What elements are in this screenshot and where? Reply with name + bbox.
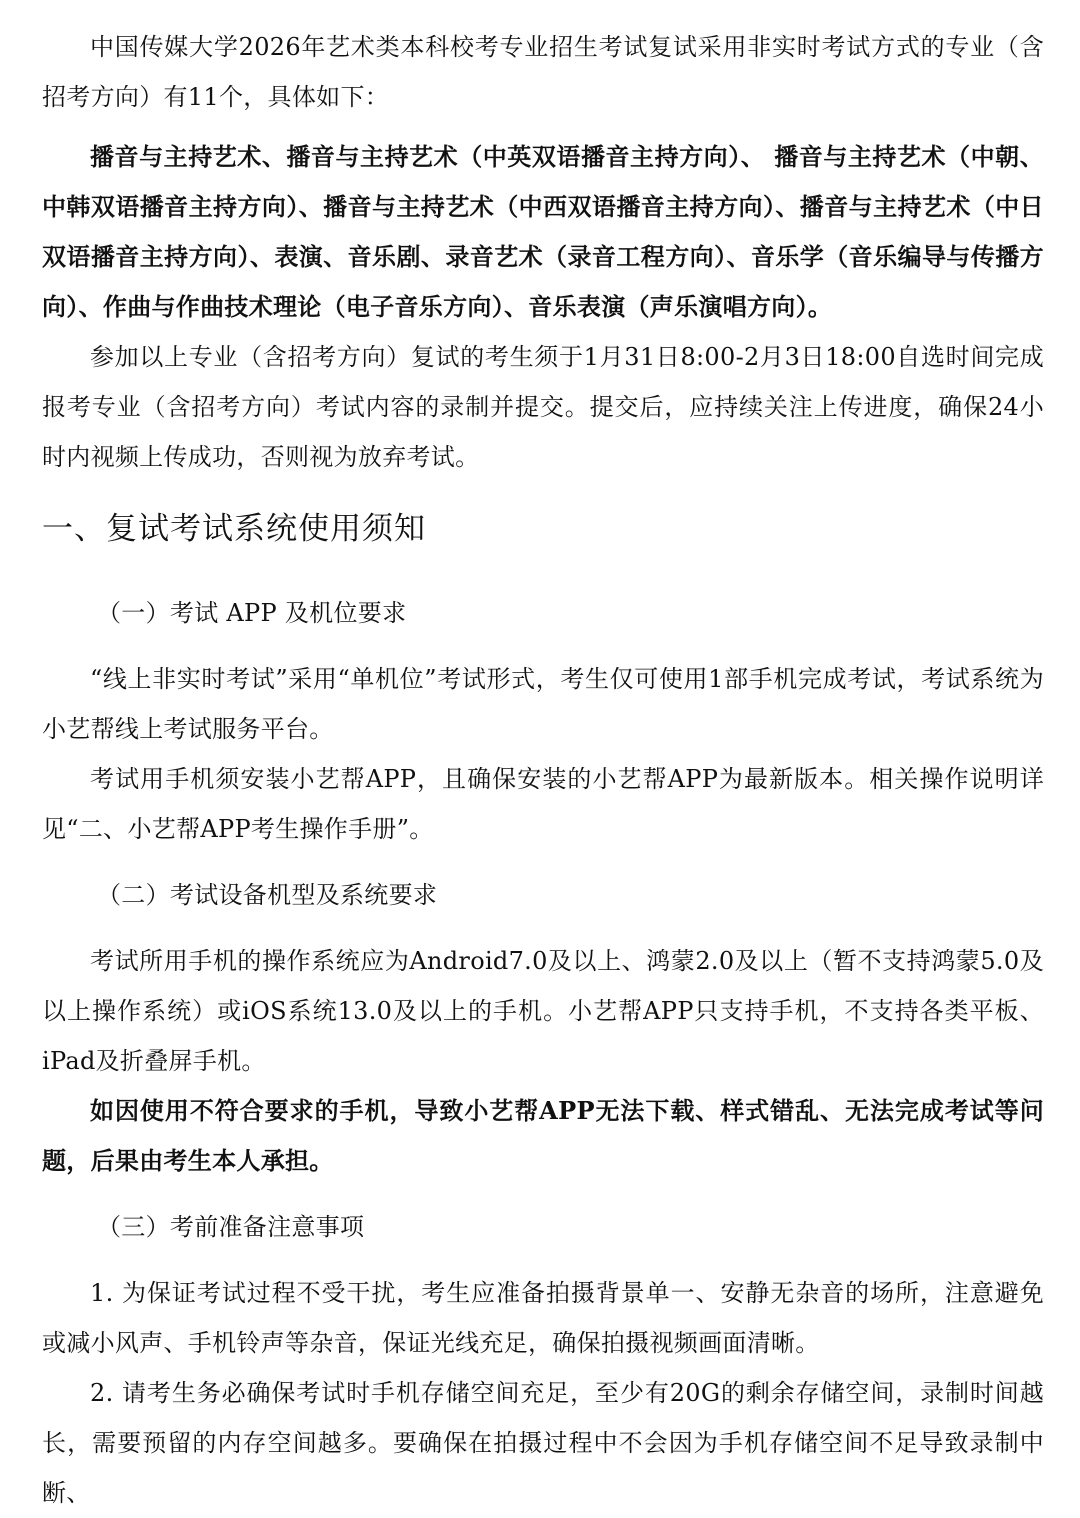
device-warning-paragraph: 如因使用不符合要求的手机，导致小艺帮APP无法下载、样式错乱、无法完成考试等问题，后果由考生本人承担。 [42,1096,1044,1175]
preparation-item-1: 1. 为保证考试过程不受干扰，考生应准备拍摄背景单一、安静无杂音的场所，注意避免或减小风声、手机铃声等杂音，保证光线充足，确保拍摄视频画面清晰。 [42,1279,1044,1357]
device-paragraph-1: 考试所用手机的操作系统应为Android7.0及以上、鸿蒙2.0及以上（暂不支持鸿蒙5.0及以上操作系统）或iOS系统13.0及以上的手机。小艺帮APP只支持手机，不支持各类平板、iPad及折叠屏手机。 [42,947,1044,1075]
app-paragraph-2: 考试用手机须安装小艺帮APP，且确保安装的小艺帮APP为最新版本。相关操作说明详见“二、小艺帮APP考生操作手册”。 [42,765,1044,843]
preparation-item-2: 2. 请考生务必确保考试时手机存储空间充足，至少有20G的剩余存储空间，录制时间越长，需要预留的内存空间越多。要确保在拍摄过程中不会因为手机存储空间不足导致录制中断、 [42,1379,1044,1507]
subsection-title-device: （二）考试设备机型及系统要求 [97,881,438,909]
submission-time-paragraph: 参加以上专业（含招考方向）复试的考生须于1月31日8:00-2月3日18:00自选时间完成报考专业（含招考方向）考试内容的录制并提交。提交后，应持续关注上传进度，确保24小时内视频上传成功，否则视为放弃考试。 [42,343,1044,471]
app-paragraph-1: “线上非实时考试”采用“单机位”考试形式，考生仅可使用1部手机完成考试，考试系统为小艺帮线上考试服务平台。 [42,665,1044,743]
intro-paragraph: 中国传媒大学2026年艺术类本科校考专业招生考试复试采用非实时考试方式的专业（含招考方向）有11个，具体如下： [42,33,1044,111]
subsection-title-app: （一）考试 APP 及机位要求 [97,599,407,627]
document-page [42,22,1044,1518]
major-list-paragraph: 播音与主持艺术、播音与主持艺术（中英双语播音主持方向）、 播音与主持艺术（中朝、中韩双语播音主持方向）、播音与主持艺术（中西双语播音主持方向）、播音与主持艺术（中日双语播音主持方向）、表演、音乐剧、录音艺术（录音工程方向）、音乐学（音乐编导与传播方向）、作曲与作曲技术理论（电子音乐方向）、音乐表演（声乐演唱方向）。 [42,142,1044,321]
section-heading: 一、复试考试系统使用须知 [42,511,426,547]
subsection-title-preparation: （三）考前准备注意事项 [97,1213,365,1241]
